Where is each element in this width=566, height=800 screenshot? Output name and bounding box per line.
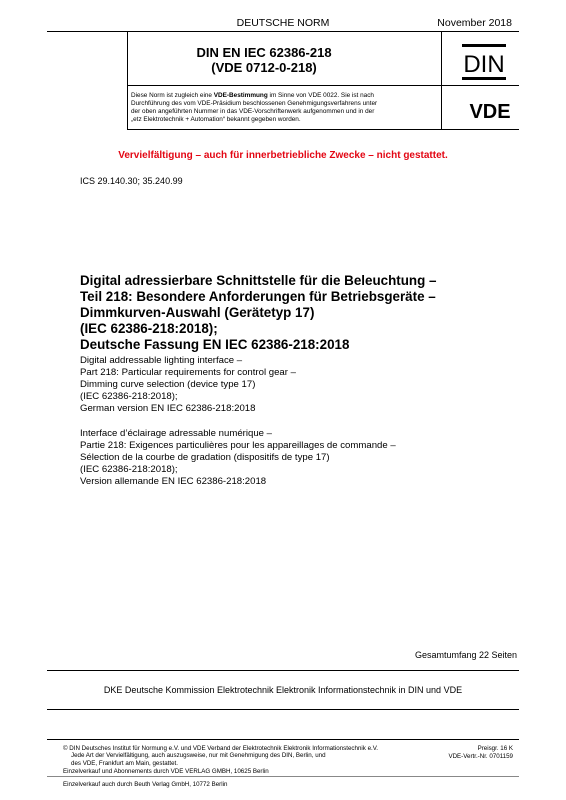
header-bottom-rule	[127, 129, 519, 130]
sales-rule	[47, 776, 519, 777]
ics-code: ICS 29.140.30; 35.240.99	[80, 176, 183, 186]
top-rule	[47, 31, 519, 32]
title-de-line: Deutsche Fassung EN IEC 62386-218:2018	[80, 337, 350, 352]
document-type: DEUTSCHE NORM	[236, 17, 330, 29]
title-fr-line: Version allemande EN IEC 62386-218:2018	[80, 476, 267, 487]
footer-rule	[47, 709, 519, 710]
header-mid-rule	[127, 85, 519, 86]
price-group: Preisgr. 16 K	[477, 745, 513, 752]
title-fr-line: Sélection de la courbe de gradation (dispositifs de type 17)	[80, 452, 330, 463]
price-block	[448, 745, 513, 761]
standard-number-block	[62, 45, 466, 75]
title-en-line: Dimming curve selection (device type 17)	[80, 379, 256, 390]
title-german	[80, 273, 530, 353]
reproduction-notice: Vervielfältigung – auch für innerbetriebliche Zwecke – nicht gestattet.	[118, 150, 448, 161]
din-logo-text: DIN	[463, 51, 505, 78]
standard-number: DIN EN IEC 62386-218	[196, 45, 332, 60]
copyright-block	[63, 745, 433, 767]
title-de-line: Teil 218: Besondere Anforderungen für Betriebsgeräte –	[80, 289, 436, 304]
notice-prefix: Diese Norm ist zugleich eine	[131, 92, 214, 99]
vde-number: (VDE 0712-0-218)	[211, 60, 317, 75]
title-french	[80, 428, 540, 488]
title-fr-line: Partie 218: Exigences particulières pour les appareillages de commande –	[80, 440, 396, 451]
title-de-line: Digital adressierbare Schnittstelle für die Beleuchtung –	[80, 273, 437, 288]
title-english	[80, 355, 530, 415]
notice-rest: im Sinne von VDE 0022. Sie ist nach	[267, 92, 374, 99]
pages-rule	[47, 670, 519, 671]
title-en-line: Part 218: Particular requirements for control gear –	[80, 367, 296, 378]
dke-line: DKE Deutsche Kommission Elektrotechnik Elektronik Informationstechnik in DIN und VDE	[103, 685, 463, 695]
title-fr-line: Interface d’éclairage adressable numérique –	[80, 428, 272, 439]
order-number: VDE-Vertr.-Nr. 0701159	[448, 753, 513, 760]
copyright-rule	[47, 739, 519, 740]
notice-bold: VDE-Bestimmung	[213, 92, 268, 99]
din-logo	[461, 43, 507, 81]
vde-notice	[131, 92, 438, 124]
sales-line-1: Einzelverkauf und Abonnements durch VDE VERLAG GMBH, 10625 Berlin	[63, 768, 269, 775]
copyright-line: Jede Art der Vervielfältigung, auch auszugsweise, nur mit Genehmigung des DIN, Berlin, und	[71, 752, 326, 760]
total-pages: Gesamtumfang 22 Seiten	[414, 650, 517, 660]
vde-logo	[461, 100, 519, 122]
notice-line-4: „etz Elektrotechnik + Automation“ bekannt gegeben worden.	[131, 116, 301, 123]
notice-line-3: der oben angeführten Nummer in das VDE-Vorschriftenwerk aufgenommen und in der	[131, 108, 375, 115]
sales-line-2: Einzelverkauf auch durch Beuth Verlag GmbH, 10772 Berlin	[63, 781, 228, 788]
title-en-line: Digital addressable lighting interface –	[80, 355, 243, 366]
title-de-line: Dimmkurven-Auswahl (Gerätetyp 17)	[80, 305, 315, 320]
copyright-line: des VDE, Frankfurt am Main, gestattet.	[71, 759, 178, 767]
copyright-line: © DIN Deutsches Institut für Normung e.V. und VDE Verband der Elektrotechnik Elektronik Informationstechnik e.V.	[63, 745, 379, 752]
title-en-line: (IEC 62386-218:2018);	[80, 391, 178, 402]
title-en-line: German version EN IEC 62386-218:2018	[80, 403, 256, 414]
vde-logo-text: VDE	[469, 101, 511, 122]
notice-line-2: Durchführung des vom VDE-Präsidium beschlossenen Genehmigungsverfahrens unter	[131, 100, 378, 107]
title-de-line: (IEC 62386-218:2018);	[80, 321, 218, 336]
publication-date: November 2018	[437, 17, 512, 29]
title-fr-line: (IEC 62386-218:2018);	[80, 464, 178, 475]
